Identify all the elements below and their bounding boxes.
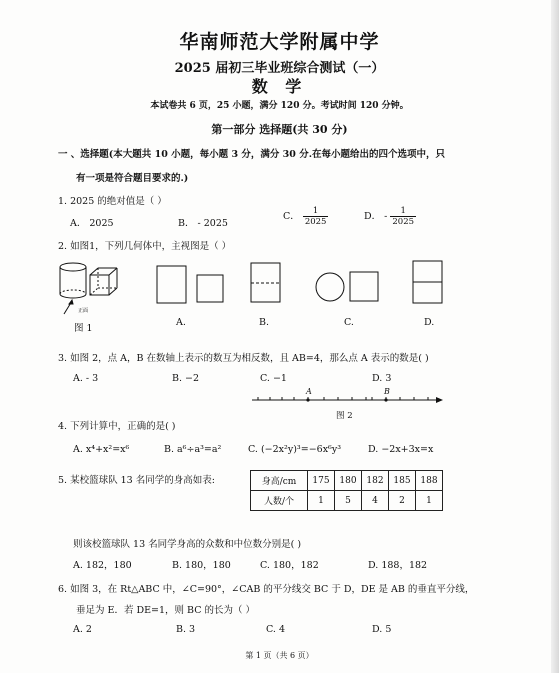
option-a-figure (157, 266, 223, 303)
q2-option-a: A. (176, 317, 186, 328)
q5-stem: 5. 某校篮球队 13 名同学的身高如表: (58, 475, 215, 486)
point-a-label: A (306, 387, 312, 396)
table-cell: 180 (335, 471, 362, 491)
q6-option-a: A. 2 (73, 624, 92, 635)
option-d-figure (413, 261, 442, 303)
instruction-line-2: 有一项是符合题目要求的.) (76, 173, 189, 184)
number-line (250, 392, 446, 406)
table-row (251, 491, 443, 511)
table-cell: 1 (308, 491, 335, 511)
table-header-cell: 人数/个 (251, 491, 308, 511)
q2-option-d: D. (424, 317, 435, 328)
part-title: 第一部分 选择题(共 30 分) (211, 123, 348, 136)
option-c-figure (316, 272, 378, 301)
height-table (250, 470, 443, 511)
cylinder-figure (60, 263, 86, 298)
q4-option-d: D. −2x+3x=x (368, 444, 434, 455)
test-title: 2025 届初三毕业班综合测试（一） (174, 61, 385, 76)
table-row (251, 471, 443, 491)
q2-stem: 2. 如图1，下列几何体中，主视图是（ ） (58, 241, 232, 252)
q6-option-b: B. 3 (176, 624, 196, 635)
exam-note: 本试卷共 6 页，25 小题，满分 120 分。考试时间 120 分钟。 (150, 101, 409, 111)
figure-2-label: 图 2 (336, 411, 353, 421)
q4-option-c: C. (−2x²y)³=−6x⁶y³ (248, 444, 342, 455)
table-cell: 2 (389, 491, 416, 511)
q1-stem: 1. 2025 的绝对值是（ ） (58, 196, 167, 207)
q1-option-d: D． - $\frac{1}{2025}$ (364, 206, 415, 227)
table-cell: 4 (362, 491, 389, 511)
q1-option-b: B． - 2025 (178, 218, 228, 229)
q6-stem-line-2: 垂足为 E．若 DE=1，则 BC 的长为（ ） (76, 605, 256, 616)
page-footer: 第 1 页（共 6 页） (245, 651, 314, 660)
q3-option-b: B. −2 (172, 373, 200, 384)
instruction-line-1: 一 、选择题(本大题共 10 小题，每小题 3 分，满分 30 分.在每小题给出的四个选项中，只 (58, 149, 446, 160)
q2-option-b: B. (259, 317, 270, 328)
q4-option-b: B. a⁶÷a³=a² (164, 444, 222, 455)
front-arrow-icon (64, 300, 73, 314)
q6-stem-line-1: 6. 如图 3，在 Rt△ABC 中，∠C=90°，∠CAB 的平分线交 BC 于 D，DE 是 AB 的垂直平分线， (58, 584, 475, 595)
table-cell: 175 (308, 471, 335, 491)
q1-option-a: A． 2025 (70, 218, 114, 229)
q3-option-c: C. −1 (260, 373, 287, 384)
point-b-label: B (384, 387, 390, 396)
q4-stem: 4. 下列计算中，正确的是( ) (58, 421, 176, 432)
table-cell: 185 (389, 471, 416, 491)
subject-title: 数 学 (251, 77, 308, 96)
point-a-marker (306, 398, 309, 401)
table-cell: 188 (416, 471, 443, 491)
table-cell: 1 (416, 491, 443, 511)
q5-question: 则该校篮球队 13 名同学身高的众数和中位数分别是( ) (73, 539, 302, 550)
school-name: 华南师范大学附属中学 (179, 31, 380, 53)
q5-option-d: D. 188，182 (368, 560, 428, 571)
q6-option-c: C. 4 (266, 624, 286, 635)
q5-option-c: C. 180，182 (260, 560, 319, 571)
q1-option-c: C． $\frac{1}{2025}$ (283, 206, 327, 227)
q2-option-c: C. (344, 317, 354, 328)
option-b-figure (251, 263, 280, 302)
point-b-marker (384, 398, 387, 401)
q4-option-a: A. x⁴+x²=x⁶ (73, 444, 130, 455)
q6-option-d: D. 5 (372, 624, 392, 635)
q3-option-d: D. 3 (372, 373, 392, 384)
q1-d-fraction: $\frac{1}{2025}$ (392, 206, 415, 227)
figure-1-label: 图 1 (74, 323, 93, 334)
table-cell: 182 (362, 471, 389, 491)
q2-figures (52, 258, 532, 334)
q1-c-fraction: $\frac{1}{2025}$ (304, 206, 327, 227)
q5-option-a: A. 182，180 (73, 560, 132, 571)
q3-stem: 3. 如图 2，点 A，B 在数轴上表示的数互为相反数，且 AB=4，那么点 A 表示的数是( ) (58, 353, 429, 364)
table-cell: 5 (335, 491, 362, 511)
q5-option-b: B. 180，180 (172, 560, 231, 571)
table-header-cell: 身高/cm (251, 471, 308, 491)
front-label: 正面 (78, 308, 89, 314)
q3-option-a: A. - 3 (73, 373, 99, 384)
cube-figure (90, 268, 117, 295)
